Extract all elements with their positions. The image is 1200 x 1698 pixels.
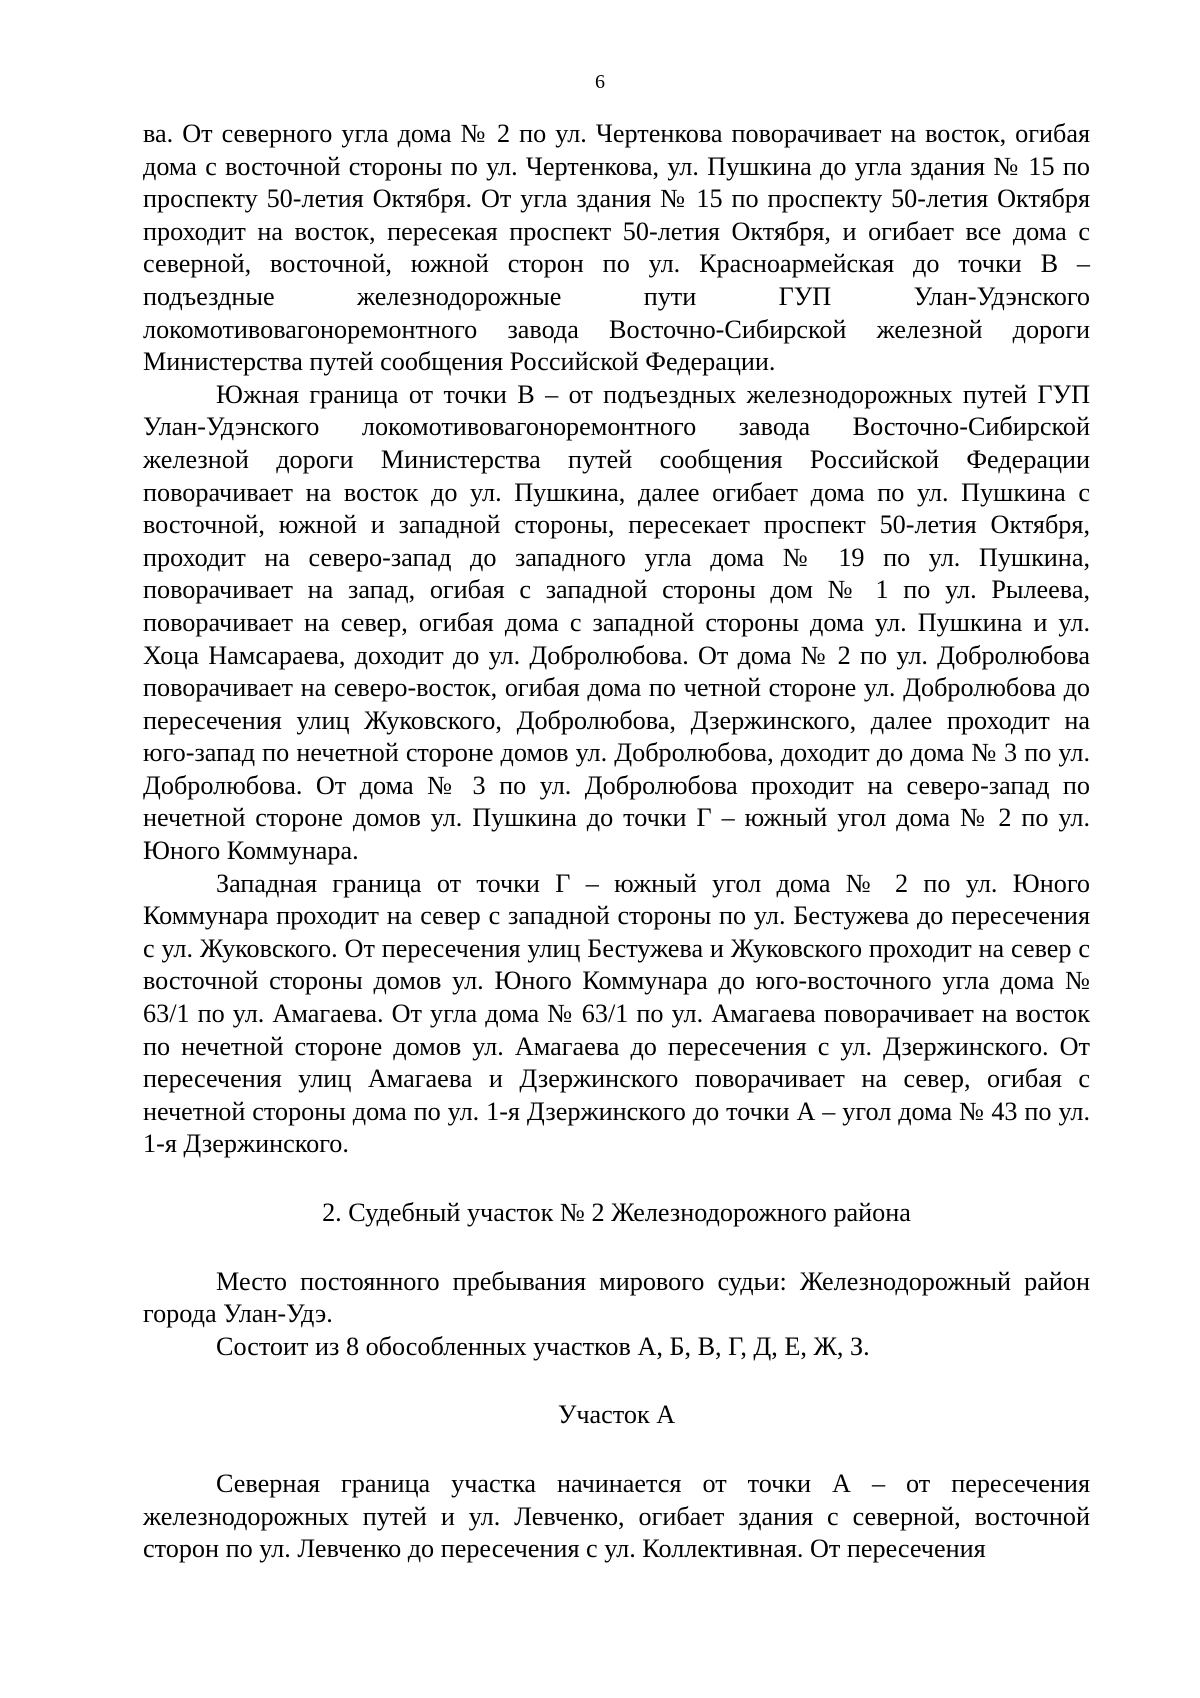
page-number: 6 [595, 71, 605, 93]
paragraph-west-border: Западная граница от точки Г – южный угол дома № 2 по ул. Юного Коммунара проходит на север с западной стороны по ул. Бестужева до пересечения с ул. Жуковского. От пересечения улиц Бестужева и Жуковского проходит на север с восточной стороны домов ул. Юного Коммунара до юго-восточного угла дома № 63/1 по ул. Амагаева. От угла дома № 63/1 по ул. Амагаева поворачивает на восток по нечетной стороне домов ул. Амагаева до пересечения с ул. Дзержинского. От пересечения улиц Амагаева и Дзержинского поворачивает на север, огибая с нечетной стороны дома по ул. 1-я Дзержинского до точки А – угол дома № 43 по ул. 1-я Дзержинского. [143, 868, 1090, 1159]
paragraph-north-border: Северная граница участка начинается от точки А – от пересечения железнодорожных путей и ул. Левченко, огибает здания с северной, восточной сторон по ул. Левченко до пересечения с ул. Коллективная. От пересечения [143, 1468, 1090, 1564]
paragraph-composition: Состоит из 8 обособленных участков А, Б, В, Г, Д, Е, Ж, З. [216, 1331, 870, 1361]
paragraph-continuation: ва. От северного угла дома № 2 по ул. Чертенкова поворачивает на восток, огибая дома с восточной стороны по ул. Чертенкова, ул. Пушкина до угла здания № 15 по проспекту 50-летия Октября. От угла здания № 15 по проспекту 50-летия Октября проходит на восток, пересекая проспект 50-летия Октября, и огибает все дома с северной, восточной, южной сторон по ул. Красноармейская до точки В – подъездные железнодорожные пути ГУП Улан-Удэнского локомотивовагоноремонтного завода Восточно-Сибирской железной дороги Министерства путей сообщения Российской Федерации. [143, 119, 1090, 377]
paragraph-south-border: Южная граница от точки В – от подъездных железнодорожных путей ГУП Улан-Удэнского локомотивовагоноремонтного завода Восточно-Сибирской железной дороги Министерства путей сообщения Российской Федерации поворачивает на восток до ул. Пушкина, далее огибает дома по ул. Пушкина с восточной, южной и западной стороны, пересекает проспект 50-летия Октября, проходит на северо-запад до западного угла дома № 19 по ул. Пушкина, поворачивает на запад, огибая с западной стороны дом № 1 по ул. Рылеева, поворачивает на север, огибая дома с западной стороны дома ул. Пушкина и ул. Хоца Намсараева, доходит до ул. Добролюбова. От дома № 2 по ул. Добролюбова поворачивает на северо-восток, огибая дома по четной стороне ул. Добролюбова до пересечения улиц Жуковского, Добролюбова, Дзержинского, далее проходит на юго-запад по нечетной стороне домов ул. Добролюбова, доходит до дома № 3 по ул. Добролюбова. От дома № 3 по ул. Добролюбова проходит на северо-запад по нечетной стороне домов ул. Пушкина до точки Г – южный угол дома № 2 по ул. Юного Коммунара. [143, 379, 1090, 866]
paragraph-judge-location: Место постоянного пребывания мирового судьи: Железнодорожный район города Улан-Удэ. [143, 1266, 1090, 1329]
section-title: 2. Судебный участок № 2 Железнодорожного района [322, 1198, 911, 1227]
subsection-title: Участок А [557, 1400, 676, 1430]
document-body [143, 118, 1090, 1566]
